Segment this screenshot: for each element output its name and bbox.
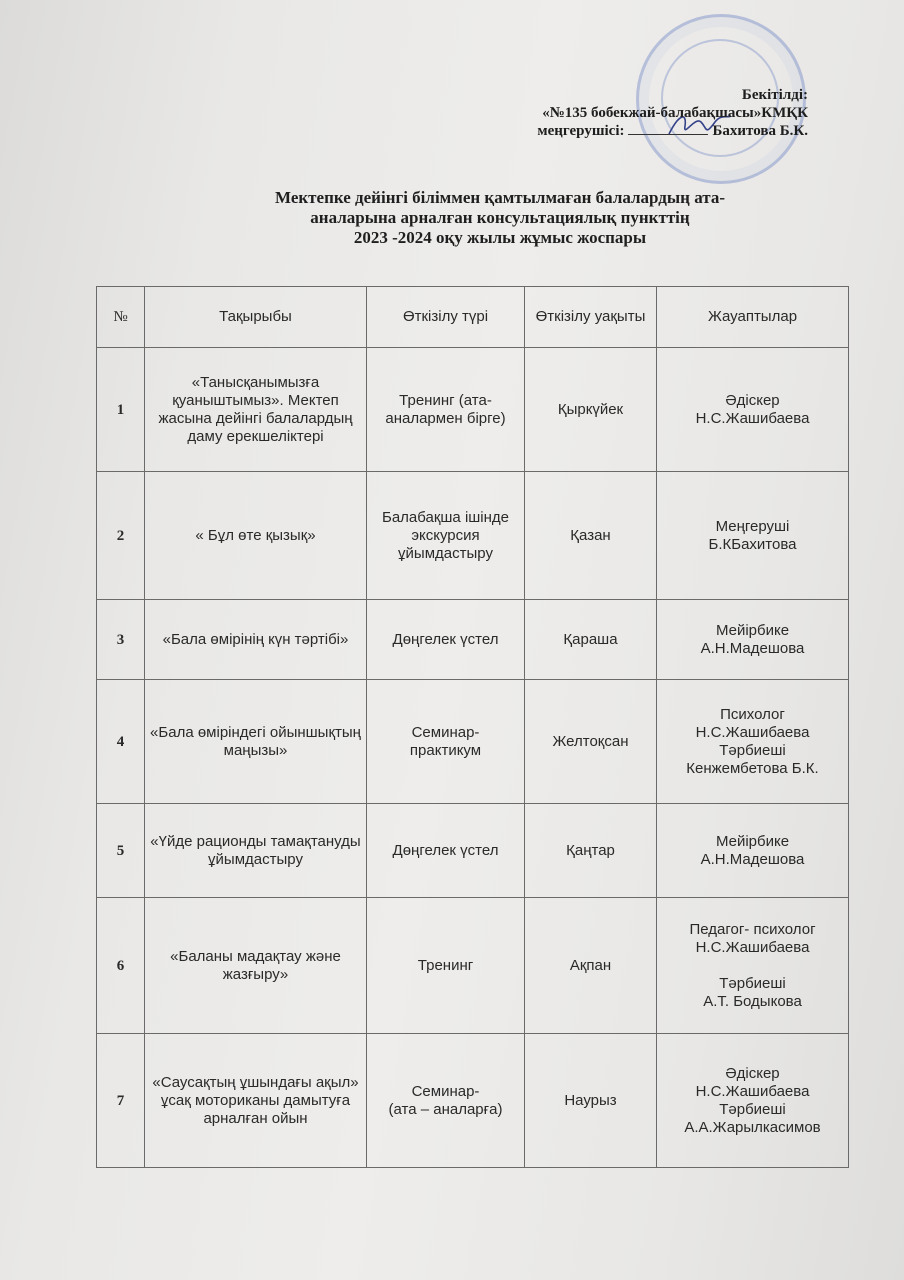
row-time: Қыркүйек (525, 348, 657, 472)
row-form: Дөңгелек үстел (367, 600, 525, 680)
row-num: 4 (97, 680, 145, 804)
row-time: Ақпан (525, 898, 657, 1034)
row-topic: « Бұл өте қызық» (145, 472, 367, 600)
table-row (97, 472, 849, 600)
row-time: Желтоқсан (525, 680, 657, 804)
header-topic: Тақырыбы (145, 287, 367, 348)
table-row (97, 898, 849, 1034)
header-form: Өткізілу түрі (367, 287, 525, 348)
row-resp: Мейірбике А.Н.Мадешова (657, 804, 849, 898)
document-title (200, 188, 800, 248)
row-resp: Меңгеруші Б.КБахитова (657, 472, 849, 600)
approval-head-line (537, 122, 808, 140)
approval-label: Бекітілді: (741, 87, 808, 103)
row-num: 2 (97, 472, 145, 600)
row-num: 1 (97, 348, 145, 472)
row-topic: «Бала өміріндегі ойыншықтың маңызы» (145, 680, 367, 804)
row-form: Тренинг (367, 898, 525, 1034)
row-topic: «Баланы мадақтау және жазғыру» (145, 898, 367, 1034)
plan-table (96, 286, 849, 1168)
row-topic: «Саусақтың ұшындағы ақыл» ұсақ моториканы дамытуға арналған ойын (145, 1034, 367, 1168)
row-form: Семинар- практикум (367, 680, 525, 804)
row-resp: Әдіскер Н.С.Жашибаева (657, 348, 849, 472)
row-num: 7 (97, 1034, 145, 1168)
row-time: Қаңтар (525, 804, 657, 898)
header-time: Өткізілу уақыты (525, 287, 657, 348)
row-time: Қазан (525, 472, 657, 600)
header-resp: Жауаптылар (657, 287, 849, 348)
row-num: 3 (97, 600, 145, 680)
row-form: Семинар- (ата – аналарға) (367, 1034, 525, 1168)
row-resp: Мейірбике А.Н.Мадешова (657, 600, 849, 680)
approval-block (537, 86, 808, 140)
title-line-1: Мектепке дейінгі біліммен қамтылмаған балалардың ата- (275, 188, 725, 207)
header-num: № (97, 287, 145, 348)
approval-head-label: меңгерушісі: (537, 123, 625, 139)
table-row (97, 680, 849, 804)
row-topic: «Бала өмірінің күн тәртібі» (145, 600, 367, 680)
table-row (97, 1034, 849, 1168)
row-resp: Педагог- психолог Н.С.Жашибаева Тәрбиеші А.Т. Бодыкова (657, 898, 849, 1034)
row-topic: «Танысқанымызға қуаныштымыз». Мектеп жасына дейінгі балалардың даму ерекшеліктері (145, 348, 367, 472)
approval-org: «№135 бобекжай-балабақшасы»КМҚК (542, 105, 808, 121)
title-line-2: аналарына арналған консультациялық пункттің (310, 208, 690, 227)
table-header-row (97, 287, 849, 348)
row-topic: «Үйде рационды тамақтануды ұйымдастыру (145, 804, 367, 898)
table-row (97, 600, 849, 680)
row-form: Дөңгелек үстел (367, 804, 525, 898)
approval-head-name: Бахитова Б.К. (712, 123, 808, 139)
row-time: Қараша (525, 600, 657, 680)
row-num: 6 (97, 898, 145, 1034)
row-time: Наурыз (525, 1034, 657, 1168)
title-line-3: 2023 -2024 оқу жылы жұмыс жоспары (353, 228, 647, 247)
row-form: Тренинг (ата-аналармен бірге) (367, 348, 525, 472)
table-row (97, 804, 849, 898)
row-resp: Әдіскер Н.С.Жашибаева Тәрбиеші А.А.Жарылкасимов (657, 1034, 849, 1168)
signature-line (628, 122, 708, 135)
table-row (97, 348, 849, 472)
row-num: 5 (97, 804, 145, 898)
row-resp: Психолог Н.С.Жашибаева Тәрбиеші Кенжембетова Б.К. (657, 680, 849, 804)
row-form: Балабақша ішінде экскурсия ұйымдастыру (367, 472, 525, 600)
